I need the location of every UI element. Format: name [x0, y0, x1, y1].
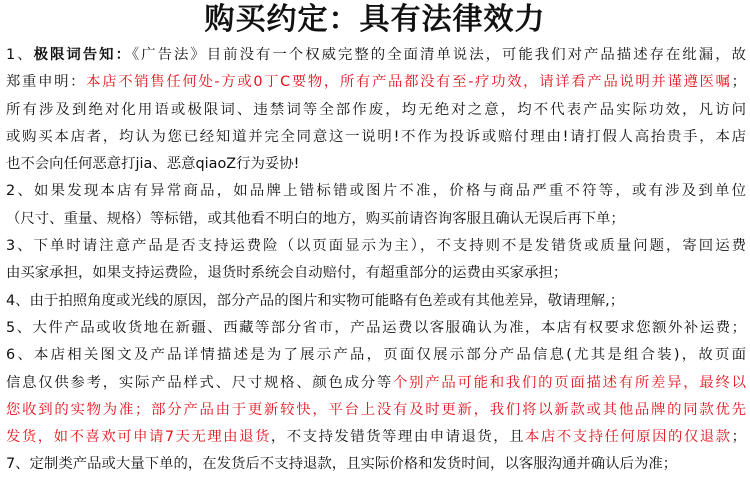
- agreement-line: [6, 451, 746, 478]
- line-text: 2、如果发现本店有异常商品，如品牌上错标错或图片不准，价格与商品严重不符等，或有涉及到单位: [6, 183, 746, 200]
- agreement-line: [6, 233, 746, 260]
- line-text: （尺寸、重量、规格）等标错，或其他看不明白的地方，购买前请咨询客服且确认无误后再下单；: [6, 210, 625, 227]
- bold-label: 极限词告知：: [33, 47, 132, 63]
- line-text: 信息仅供参考，实际产品样式、尺寸规格、颜色成分等: [6, 374, 393, 391]
- line-text: 郑重申明：: [6, 74, 87, 91]
- line-text: 或购买本店者，均认为您已经知道并完全同意这一说明!不作为投诉或赔付理由!请打假人高抬贵手，本店: [6, 128, 746, 145]
- highlight-text: 本店不销售任何处-方或0丁C要物，所有产品都没有至-疗功效，请详看产品说明并谨遵医嘱: [86, 74, 732, 91]
- line-text: 5、大件产品或收货地在新疆、西藏等部分省市，产品运费以客服确认为准，本店有权要求您额外补运费；: [6, 319, 746, 336]
- highlight-text: 本店不支持任何原因的仅退款: [525, 429, 732, 446]
- agreement-line: [6, 178, 746, 205]
- agreement-body: [6, 42, 746, 479]
- highlight-text: 您收到的实物为准；部分产品由于更新较快，平台上没有及时更新，我们将以新款或其他品牌的同款优先: [6, 401, 746, 418]
- agreement-line: [6, 42, 746, 69]
- line-text: 6、本店相关图文及产品详情描述是为了展示产品，页面仅展示部分产品信息(尤其是组合装)，故页面: [6, 347, 746, 364]
- line-text: 《广告法》目前没有一个权威完整的全面清单说法，可能我们对产品描述存在纰漏，故: [131, 47, 746, 63]
- line-text: ；: [731, 74, 746, 91]
- agreement-line: [6, 260, 746, 287]
- agreement-line: [6, 97, 746, 124]
- agreement-line: [6, 315, 746, 342]
- agreement-line: [6, 397, 746, 424]
- line-text: 1、: [6, 47, 34, 63]
- highlight-text: 发货，如不喜欢可申请7天无理由退货: [6, 429, 271, 446]
- line-text: 也不会向任何恶意打jia、恶意qiaoZ行为妥协!: [6, 156, 300, 173]
- line-text: 由买家承担，如果支持运费险，退货时系统会自动赔付，有超重部分的运费由买家承担；: [6, 265, 568, 282]
- line-text: ，不支持发错货等理由申请退货，且: [270, 429, 526, 446]
- line-text: 4、由于拍照角度或光线的原因，部分产品的图片和实物可能略有色差或有其他差异，敬请理解,；: [6, 292, 625, 309]
- agreement-line: [6, 124, 746, 151]
- line-text: ；: [731, 429, 746, 446]
- agreement-line: [6, 288, 746, 315]
- agreement-line: [6, 69, 746, 96]
- agreement-line: [6, 370, 746, 397]
- agreement-line: [6, 424, 746, 451]
- agreement-line: [6, 151, 746, 178]
- line-text: 7、定制类产品或大量下单的，在发货后不支持退款，且实际价格和发货时间，以客服沟通并确认后为准；: [6, 456, 678, 473]
- agreement-line: [6, 342, 746, 369]
- line-text: 3、下单时请注意产品是否支持运费险（以页面显示为主），不支持则不是发错货或质量问题，寄回运费: [6, 238, 746, 255]
- agreement-line: [6, 206, 746, 233]
- page-title: 购买约定：具有法律效力: [204, 2, 546, 37]
- line-text: 所有涉及到绝对化用语或极限词、违禁词等全部作废，均无绝对之意，均不代表产品实际功效，凡访问: [6, 101, 746, 118]
- highlight-text: 个别产品可能和我们的页面描述有所差异，最终以: [392, 374, 746, 391]
